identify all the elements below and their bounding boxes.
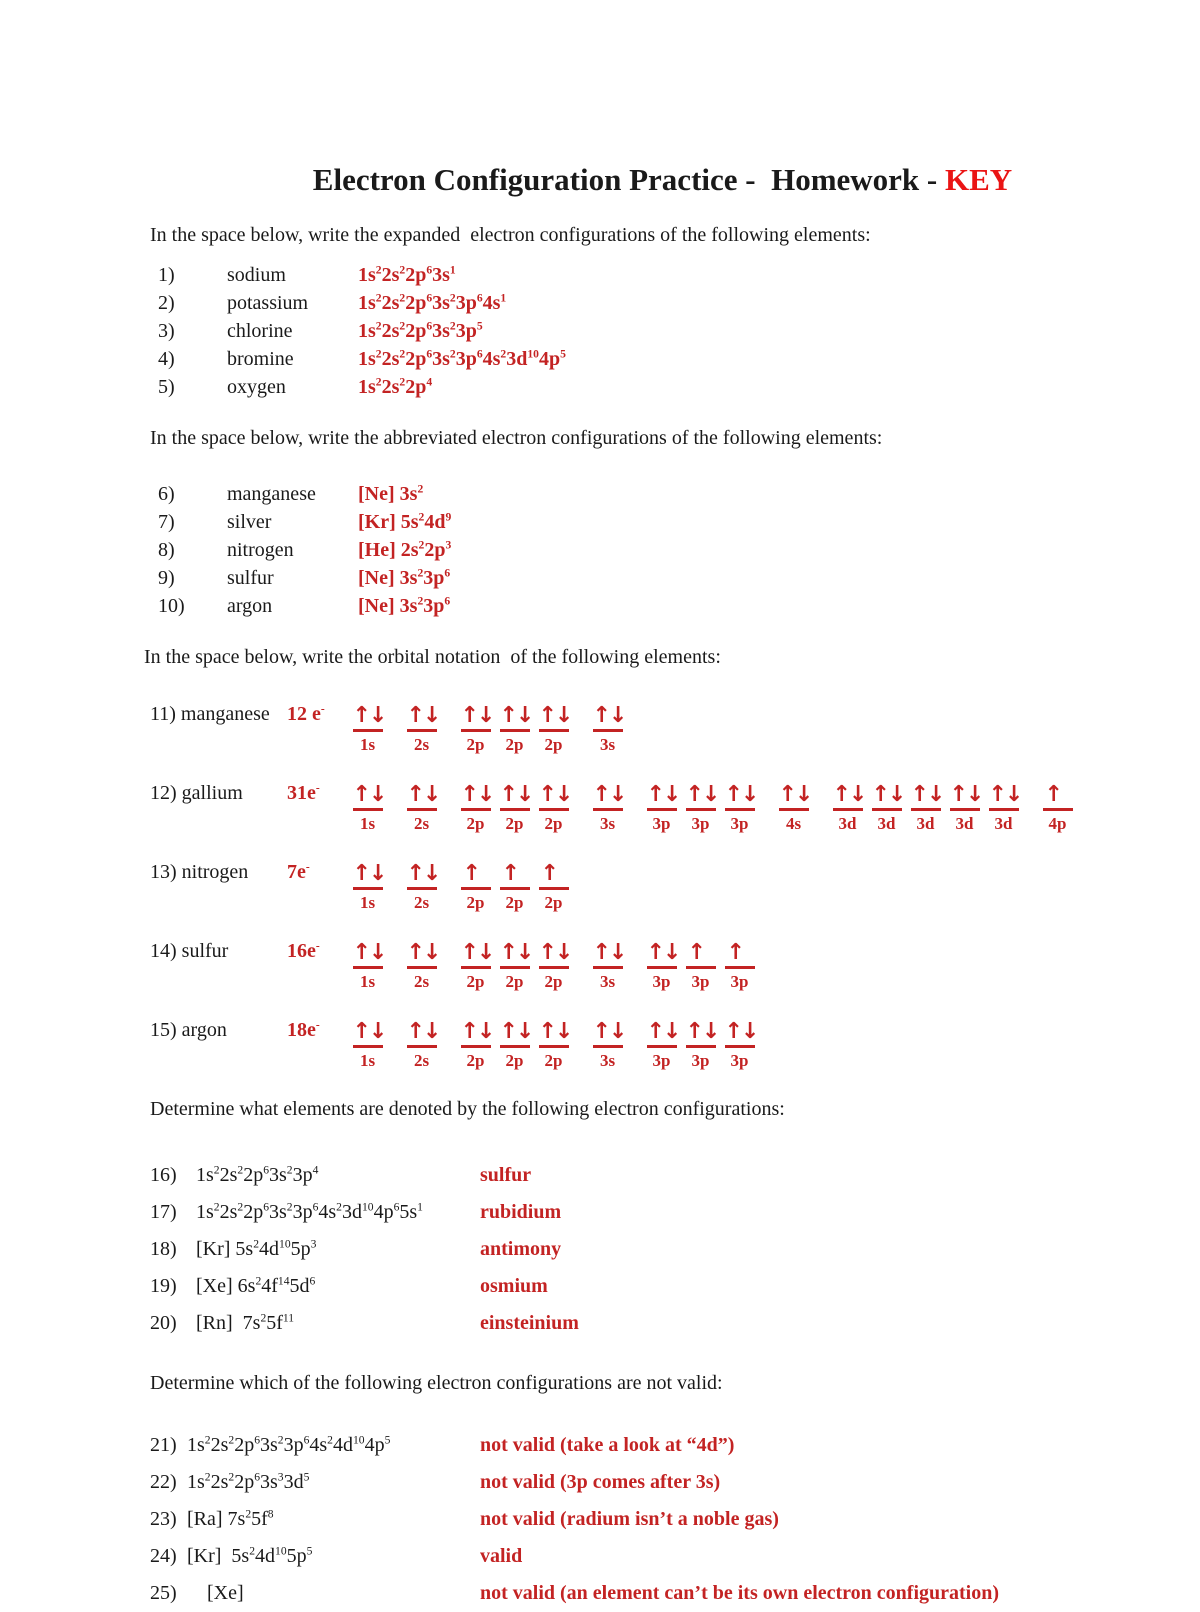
orbital-group — [351, 940, 390, 992]
element-name: oxygen — [227, 376, 286, 398]
electron-arrows-icon: ↑ — [686, 940, 716, 969]
electron-arrows-icon: ↑↓ — [989, 782, 1019, 811]
item-number: 17) — [150, 1201, 177, 1223]
orbital-box — [405, 703, 438, 755]
config-item — [150, 536, 1145, 564]
orbital-group — [351, 861, 390, 913]
config-item — [150, 261, 1145, 289]
item-number: 19) — [150, 1275, 177, 1297]
element-name: sulfur — [227, 567, 274, 589]
orbital-box — [645, 1019, 678, 1071]
electron-arrows-icon: ↑↓ — [407, 782, 437, 811]
item-number: 2) — [158, 292, 175, 314]
orbital-label: 2s — [413, 1051, 430, 1070]
config-text: $1s^22s^22p^63s^23p^64s^23d^{10}4p^65s^1$ — [196, 1200, 423, 1223]
item-label: 15) argon — [150, 1019, 227, 1041]
orbital-box — [498, 703, 531, 755]
item-number: 16) — [150, 1164, 177, 1186]
electron-arrows-icon: ↑↓ — [911, 782, 941, 811]
orbital-box — [645, 940, 678, 992]
orbital-group — [645, 940, 762, 992]
orbital-label: 2p — [466, 735, 485, 754]
orbital-group — [591, 940, 630, 992]
answer-item — [150, 1427, 1145, 1464]
orbital-item — [150, 861, 1145, 913]
orbital-label: 2p — [466, 893, 485, 912]
answer-item — [150, 1501, 1145, 1538]
orbital-box — [351, 940, 384, 992]
orbital-box — [684, 940, 717, 992]
orbital-group — [405, 782, 444, 834]
answer-text: not valid (radium isn’t a noble gas) — [480, 1508, 779, 1530]
config-item — [150, 317, 1145, 345]
orbital-item — [150, 703, 1145, 755]
orbital-box — [591, 940, 624, 992]
orbital-box — [723, 940, 756, 992]
electron-arrows-icon: ↑↓ — [500, 782, 530, 811]
electron-count: 12 e- — [287, 702, 325, 725]
instruction-orbital: In the space below, write the orbital notation of the following elements: — [144, 646, 721, 668]
item-label: 12) gallium — [150, 782, 243, 804]
element-name: manganese — [227, 483, 316, 505]
orbital-label: 3d — [916, 814, 935, 833]
answer-item — [150, 1538, 1145, 1575]
orbital-label: 3p — [691, 814, 710, 833]
config-item — [150, 564, 1145, 592]
electron-arrows-icon: ↑↓ — [593, 782, 623, 811]
orbital-box — [459, 940, 492, 992]
orbital-box — [948, 782, 981, 834]
config-text: [Rn] $7s^25f^{11}$ — [196, 1311, 295, 1334]
orbital-label: 4p — [1048, 814, 1067, 833]
orbital-label: 2p — [466, 1051, 485, 1070]
config-item — [150, 345, 1145, 373]
orbital-label: 1s — [359, 814, 376, 833]
answer-text: osmium — [480, 1275, 548, 1297]
electron-arrows-icon: ↑↓ — [539, 703, 569, 732]
orbital-box — [405, 861, 438, 913]
config-text: $1s^22s^22p^63s^33d^5$ — [187, 1470, 310, 1493]
answer-text: einsteinium — [480, 1312, 579, 1334]
orbital-label: 3d — [994, 814, 1013, 833]
orbital-label: 2s — [413, 972, 430, 991]
config-item — [150, 508, 1145, 536]
electron-count: 18e- — [287, 1018, 320, 1041]
orbital-notation-list — [150, 703, 1145, 1071]
electron-arrows-icon: ↑↓ — [647, 782, 677, 811]
config-answer: [Ne] $3s^23p^6$ — [358, 594, 451, 617]
abbreviated-config-list — [150, 480, 1145, 620]
orbital-box — [351, 861, 384, 913]
orbital-label: 2s — [413, 893, 430, 912]
orbital-label: 3p — [652, 972, 671, 991]
config-item — [150, 480, 1145, 508]
electron-arrows-icon: ↑↓ — [779, 782, 809, 811]
answer-item — [150, 1305, 1145, 1342]
answer-text: valid — [480, 1545, 523, 1567]
electron-arrows-icon: ↑↓ — [593, 1019, 623, 1048]
electron-arrows-icon: ↑↓ — [500, 940, 530, 969]
title-key: KEY — [945, 162, 1013, 197]
orbital-box — [1041, 782, 1074, 834]
orbital-box — [459, 782, 492, 834]
orbital-label: 2p — [466, 814, 485, 833]
config-answer: $1s^22s^22p^63s^23p^64s^1$ — [358, 291, 507, 314]
expanded-config-list — [150, 261, 1145, 401]
orbital-box — [684, 782, 717, 834]
item-number: 10) — [158, 595, 185, 617]
config-answer: [Ne] $3s^2$ — [358, 482, 424, 505]
electron-arrows-icon: ↑↓ — [593, 703, 623, 732]
orbital-box — [459, 703, 492, 755]
orbital-label: 4s — [785, 814, 802, 833]
electron-arrows-icon: ↑↓ — [539, 1019, 569, 1048]
orbital-item — [150, 940, 1145, 992]
config-answer: $1s^22s^22p^63s^23p^5$ — [358, 319, 483, 342]
instruction-abbreviated: In the space below, write the abbreviated electron configurations of the following elements: — [150, 427, 883, 449]
orbital-box — [405, 1019, 438, 1071]
orbital-item — [150, 782, 1145, 834]
orbital-group — [351, 703, 390, 755]
answer-text: sulfur — [480, 1164, 532, 1186]
orbital-group — [405, 1019, 444, 1071]
instruction-validity: Determine which of the following electron configurations are not valid: — [150, 1372, 723, 1394]
item-number: 24) — [150, 1545, 177, 1567]
electron-arrows-icon: ↑↓ — [407, 1019, 437, 1048]
config-answer: $1s^22s^22p^63s^1$ — [358, 263, 456, 286]
electron-arrows-icon: ↑↓ — [872, 782, 902, 811]
orbital-box — [684, 1019, 717, 1071]
item-number: 1) — [158, 264, 175, 286]
electron-arrows-icon: ↑↓ — [461, 940, 491, 969]
config-text: $1s^22s^22p^63s^23p^64s^24d^{10}4p^5$ — [187, 1433, 391, 1456]
answer-text: not valid (3p comes after 3s) — [480, 1471, 721, 1493]
page-title — [150, 162, 1145, 198]
electron-arrows-icon: ↑↓ — [833, 782, 863, 811]
orbital-label: 3p — [730, 1051, 749, 1070]
electron-arrows-icon: ↑ — [539, 861, 569, 890]
orbital-group — [777, 782, 816, 834]
electron-arrows-icon: ↑↓ — [353, 782, 383, 811]
answer-item — [150, 1194, 1145, 1231]
orbital-label: 3d — [838, 814, 857, 833]
config-text: [Xe] — [187, 1582, 244, 1604]
orbital-box — [537, 861, 570, 913]
electron-arrows-icon: ↑ — [461, 861, 491, 890]
element-name: chlorine — [227, 320, 293, 342]
orbital-box — [351, 782, 384, 834]
orbital-group — [459, 861, 576, 913]
item-number: 18) — [150, 1238, 177, 1260]
orbital-group — [591, 1019, 630, 1071]
answer-item — [150, 1157, 1145, 1194]
item-label: 11) manganese — [150, 703, 270, 725]
orbital-box — [591, 703, 624, 755]
orbital-label: 3p — [730, 972, 749, 991]
orbital-box — [459, 861, 492, 913]
electron-arrows-icon: ↑↓ — [461, 782, 491, 811]
orbital-box — [537, 782, 570, 834]
orbital-box — [405, 782, 438, 834]
answer-item — [150, 1575, 1145, 1612]
orbital-label: 2p — [505, 1051, 524, 1070]
orbital-group — [459, 1019, 576, 1071]
orbital-group — [459, 940, 576, 992]
electron-arrows-icon: ↑↓ — [539, 940, 569, 969]
orbital-box — [537, 1019, 570, 1071]
orbital-group — [351, 1019, 390, 1071]
config-answer: $1s^22s^22p^4$ — [358, 375, 433, 398]
instruction-identify: Determine what elements are denoted by the following electron configurations: — [150, 1098, 785, 1120]
electron-arrows-icon: ↑↓ — [461, 703, 491, 732]
orbital-box — [537, 703, 570, 755]
config-answer: $1s^22s^22p^63s^23p^64s^23d^{10}4p^5$ — [358, 347, 566, 370]
config-text: [Ra] $7s^25f^8$ — [187, 1507, 274, 1530]
orbital-label: 3p — [691, 972, 710, 991]
orbital-label: 2s — [413, 814, 430, 833]
element-name: sodium — [227, 264, 286, 286]
orbital-label: 1s — [359, 893, 376, 912]
orbital-group — [405, 940, 444, 992]
electron-arrows-icon: ↑↓ — [725, 1019, 755, 1048]
element-name: nitrogen — [227, 539, 294, 561]
orbital-group — [591, 782, 630, 834]
orbital-box — [498, 940, 531, 992]
orbital-box — [459, 1019, 492, 1071]
orbital-group — [459, 703, 576, 755]
orbital-box — [909, 782, 942, 834]
orbital-label: 1s — [359, 735, 376, 754]
electron-arrows-icon: ↑↓ — [407, 940, 437, 969]
electron-arrows-icon: ↑↓ — [647, 940, 677, 969]
electron-arrows-icon: ↑↓ — [407, 861, 437, 890]
orbital-label: 2p — [544, 972, 563, 991]
item-number: 6) — [158, 483, 175, 505]
orbital-group — [351, 782, 390, 834]
item-number: 22) — [150, 1471, 177, 1493]
electron-arrows-icon: ↑ — [500, 861, 530, 890]
config-text: $1s^22s^22p^63s^23p^4$ — [196, 1163, 319, 1186]
item-label: 13) nitrogen — [150, 861, 249, 883]
answer-item — [150, 1464, 1145, 1501]
orbital-item — [150, 1019, 1145, 1071]
item-number: 7) — [158, 511, 175, 533]
electron-arrows-icon: ↑ — [725, 940, 755, 969]
identify-elements-list — [150, 1157, 1145, 1342]
item-number: 23) — [150, 1508, 177, 1530]
orbital-box — [498, 861, 531, 913]
config-answer: [Kr] $5s^24d^9$ — [358, 510, 452, 533]
orbital-box — [405, 940, 438, 992]
instruction-expanded: In the space below, write the expanded electron configurations of the following elements: — [150, 224, 871, 246]
electron-arrows-icon: ↑↓ — [647, 1019, 677, 1048]
item-number: 8) — [158, 539, 175, 561]
element-name: bromine — [227, 348, 294, 370]
title-main: Electron Configuration Practice - Homework - — [312, 162, 945, 197]
item-number: 5) — [158, 376, 175, 398]
orbital-group — [645, 782, 762, 834]
item-number: 9) — [158, 567, 175, 589]
electron-count: 7e- — [287, 860, 310, 883]
electron-arrows-icon: ↑↓ — [500, 1019, 530, 1048]
answer-text: not valid (take a look at “4d”) — [480, 1434, 735, 1456]
electron-count: 31e- — [287, 781, 320, 804]
orbital-box — [351, 703, 384, 755]
orbital-label: 1s — [359, 972, 376, 991]
orbital-label: 3p — [652, 1051, 671, 1070]
element-name: silver — [227, 511, 272, 533]
item-number: 25) — [150, 1582, 177, 1604]
orbital-label: 2p — [466, 972, 485, 991]
electron-count: 16e- — [287, 939, 320, 962]
config-text: [Kr] $5s^24d^{10}5p^5$ — [187, 1544, 313, 1567]
electron-arrows-icon: ↑↓ — [353, 861, 383, 890]
orbital-box — [723, 1019, 756, 1071]
electron-arrows-icon: ↑↓ — [353, 940, 383, 969]
element-name: argon — [227, 595, 273, 617]
electron-arrows-icon: ↑↓ — [500, 703, 530, 732]
orbital-group — [591, 703, 630, 755]
config-item — [150, 592, 1145, 620]
orbital-label: 3s — [599, 972, 616, 991]
orbital-box — [645, 782, 678, 834]
config-answer: [Ne] $3s^23p^6$ — [358, 566, 451, 589]
electron-arrows-icon: ↑↓ — [950, 782, 980, 811]
electron-arrows-icon: ↑↓ — [461, 1019, 491, 1048]
orbital-label: 2s — [413, 735, 430, 754]
orbital-label: 3p — [730, 814, 749, 833]
item-number: 21) — [150, 1434, 177, 1456]
orbital-box — [498, 1019, 531, 1071]
validity-list — [150, 1427, 1145, 1612]
orbital-label: 3p — [652, 814, 671, 833]
item-number: 4) — [158, 348, 175, 370]
orbital-label: 2p — [505, 893, 524, 912]
answer-text: antimony — [480, 1238, 562, 1260]
orbital-box — [870, 782, 903, 834]
orbital-label: 2p — [505, 814, 524, 833]
orbital-box — [351, 1019, 384, 1071]
orbital-label: 1s — [359, 1051, 376, 1070]
orbital-label: 3s — [599, 1051, 616, 1070]
item-number: 20) — [150, 1312, 177, 1334]
electron-arrows-icon: ↑↓ — [725, 782, 755, 811]
orbital-label: 2p — [544, 1051, 563, 1070]
orbital-box — [498, 782, 531, 834]
electron-arrows-icon: ↑↓ — [353, 703, 383, 732]
orbital-group — [405, 703, 444, 755]
electron-arrows-icon: ↑↓ — [686, 1019, 716, 1048]
electron-arrows-icon: ↑↓ — [407, 703, 437, 732]
orbital-box — [537, 940, 570, 992]
orbital-label: 3s — [599, 735, 616, 754]
orbital-group — [831, 782, 1026, 834]
orbital-group — [645, 1019, 762, 1071]
orbital-label: 2p — [544, 814, 563, 833]
config-item — [150, 373, 1145, 401]
answer-item — [150, 1231, 1145, 1268]
orbital-label: 2p — [505, 972, 524, 991]
electron-arrows-icon: ↑↓ — [539, 782, 569, 811]
answer-item — [150, 1268, 1145, 1305]
orbital-box — [591, 782, 624, 834]
element-name: potassium — [227, 292, 309, 314]
orbital-label: 2p — [544, 893, 563, 912]
orbital-box — [723, 782, 756, 834]
electron-arrows-icon: ↑↓ — [353, 1019, 383, 1048]
orbital-label: 3s — [599, 814, 616, 833]
answer-text: rubidium — [480, 1201, 562, 1223]
answer-text: not valid (an element can’t be its own electron configuration) — [480, 1582, 1000, 1604]
config-text: [Xe] $6s^24f^{14}5d^6$ — [196, 1274, 316, 1297]
item-number: 3) — [158, 320, 175, 342]
config-text: [Kr] $5s^24d^{10}5p^3$ — [196, 1237, 317, 1260]
orbital-label: 3d — [877, 814, 896, 833]
electron-arrows-icon: ↑ — [1043, 782, 1073, 811]
orbital-label: 3d — [955, 814, 974, 833]
item-label: 14) sulfur — [150, 940, 229, 962]
orbital-box — [777, 782, 810, 834]
orbital-group — [405, 861, 444, 913]
orbital-label: 2p — [505, 735, 524, 754]
orbital-box — [831, 782, 864, 834]
orbital-box — [987, 782, 1020, 834]
orbital-label: 3p — [691, 1051, 710, 1070]
electron-arrows-icon: ↑↓ — [593, 940, 623, 969]
config-item — [150, 289, 1145, 317]
orbital-group — [1041, 782, 1080, 834]
orbital-box — [591, 1019, 624, 1071]
orbital-group — [459, 782, 576, 834]
orbital-label: 2p — [544, 735, 563, 754]
electron-arrows-icon: ↑↓ — [686, 782, 716, 811]
config-answer: [He] $2s^22p^3$ — [358, 538, 452, 561]
